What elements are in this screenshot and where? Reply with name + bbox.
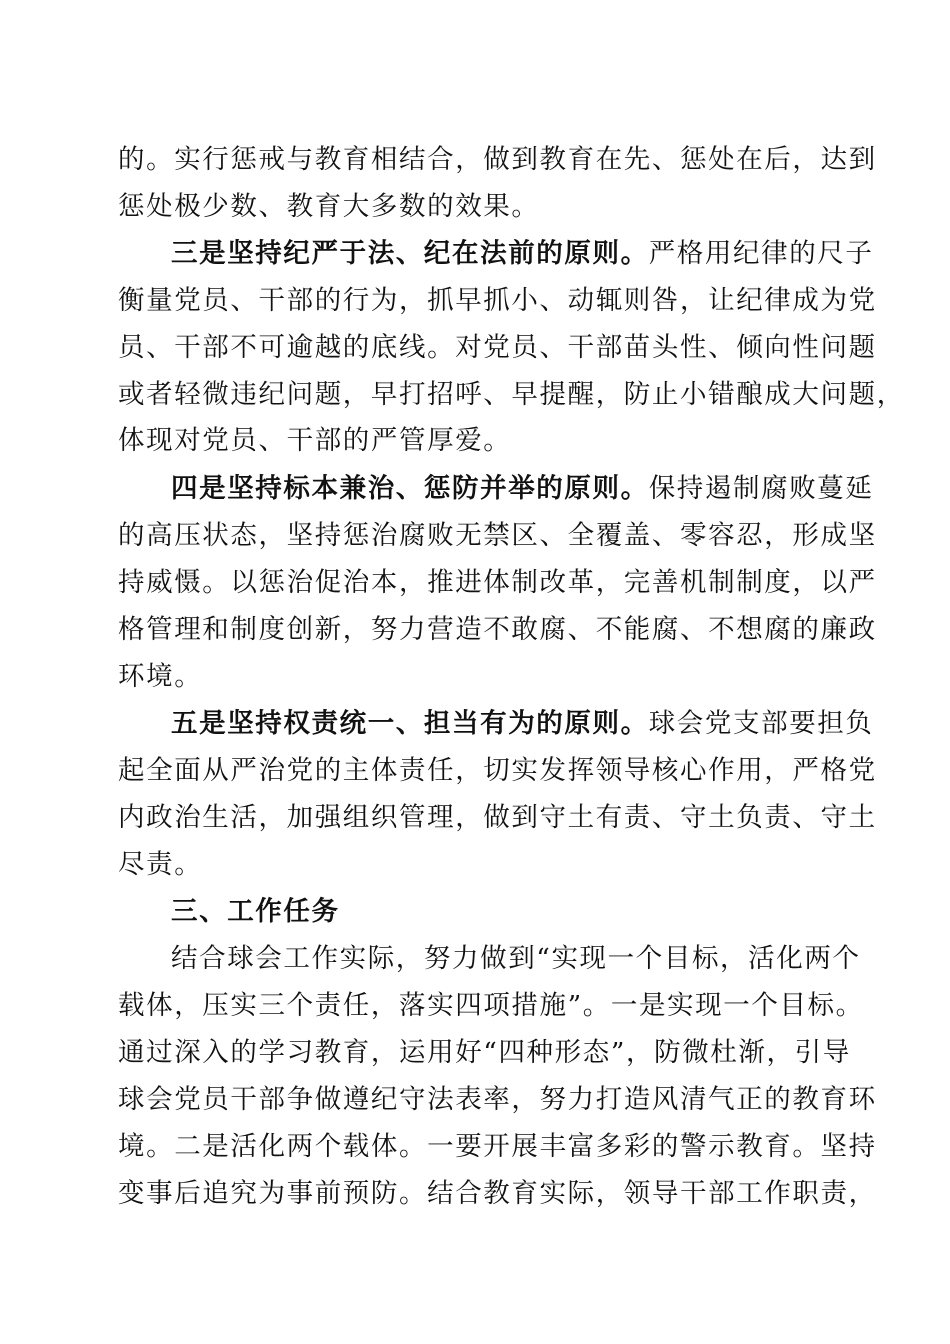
line-text: 体现对党员、干部的严管厚爱。 (118, 425, 512, 456)
line-text: 严格用纪律的尺子 (648, 238, 874, 269)
paragraph-line (118, 1033, 851, 1073)
principle-four-line (171, 469, 874, 509)
line-text: 环境。 (118, 661, 203, 692)
paragraph-line (118, 751, 877, 791)
paragraph-line (118, 845, 202, 885)
paragraph-line (118, 328, 877, 368)
section-heading: 三、工作任务 (171, 896, 340, 927)
line-text: 结合球会工作实际，努力做到“实现一个目标，活化两个 (171, 943, 861, 974)
line-text: 尽责。 (118, 849, 203, 880)
line-text: 的。实行惩戒与教育相结合，做到教育在先、惩处在后，达到 (118, 144, 877, 175)
paragraph-line (118, 187, 540, 227)
paragraph-line (118, 421, 511, 461)
line-text: 境。二是活化两个载体。一要开展丰富多彩的警示教育。坚持 (118, 1131, 877, 1162)
line-text: 通过深入的学习教育，运用好“四种形态”，防微杜渐，引导 (118, 1037, 851, 1068)
paragraph-line (118, 1127, 877, 1167)
paragraph-line (118, 1080, 877, 1120)
principle-three-heading: 三是坚持纪严于法、纪在法前的原则。 (171, 238, 649, 269)
paragraph-line (118, 140, 877, 180)
principle-five-line (171, 704, 874, 744)
line-text: 持威慑。以惩治促治本，推进体制改革，完善机制制度，以严 (118, 567, 877, 598)
paragraph-line (118, 375, 905, 415)
principle-five-heading: 五是坚持权责统一、担当有为的原则。 (171, 708, 649, 739)
paragraph-line (118, 281, 877, 321)
line-text: 格管理和制度创新，努力营造不敢腐、不能腐、不想腐的廉政 (118, 614, 877, 645)
paragraph-line (118, 986, 864, 1026)
paragraph-line (118, 657, 202, 697)
principle-four-heading: 四是坚持标本兼治、惩防并举的原则。 (171, 473, 649, 504)
line-text: 员、干部不可逾越的底线。对党员、干部苗头性、倾向性问题 (118, 332, 877, 363)
line-text: 衡量党员、干部的行为，抓早抓小、动辄则咎，让纪律成为党 (118, 285, 877, 316)
principle-three-line (171, 234, 874, 274)
paragraph-line (118, 516, 877, 556)
line-text: 保持遏制腐败蔓延 (648, 473, 874, 504)
paragraph-line (118, 798, 877, 838)
line-text: 内政治生活，加强组织管理，做到守土有责、守土负责、守土 (118, 802, 877, 833)
paragraph-line (118, 563, 877, 603)
paragraph-line (118, 1174, 877, 1214)
line-text: 球会党员干部争做遵纪守法表率，努力打造风清气正的教育环 (118, 1084, 877, 1115)
line-text: 变事后追究为事前预防。结合教育实际，领导干部工作职责， (118, 1178, 877, 1209)
line-text: 惩处极少数、教育大多数的效果。 (118, 191, 540, 222)
line-text: 起全面从严治党的主体责任，切实发挥领导核心作用，严格党 (118, 755, 877, 786)
section-heading-line (171, 892, 340, 932)
line-text: 球会党支部要担负 (648, 708, 874, 739)
line-text: 或者轻微违纪问题，早打招呼、早提醒，防止小错酿成大问题， (118, 379, 905, 410)
line-text: 载体，压实三个责任，落实四项措施”。一是实现一个目标。 (118, 990, 864, 1021)
paragraph-line (171, 939, 861, 979)
line-text: 的高压状态，坚持惩治腐败无禁区、全覆盖、零容忍，形成坚 (118, 520, 877, 551)
paragraph-line (118, 610, 877, 650)
